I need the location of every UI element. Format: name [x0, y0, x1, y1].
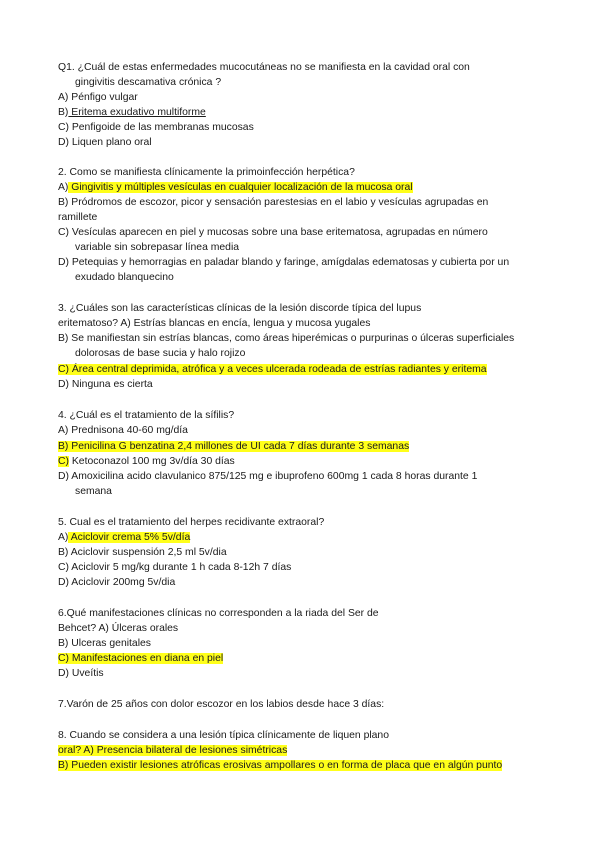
line-text: B) Se manifiestan sin estrías blancas, como áreas hiperémicas o purpurinas o úlceras superficiales: [58, 333, 515, 344]
line-text: variable sin sobrepasar línea media: [75, 242, 240, 253]
text-line: [58, 516, 324, 530]
line-text: 6.Qué manifestaciones clínicas no corresponden a la riada del Ser de: [58, 608, 379, 619]
text-line: [58, 470, 477, 484]
text-line: [58, 698, 384, 712]
line-text: B) Aciclovir suspensión 2,5 ml 5v/dia: [58, 547, 227, 558]
line-text: A): [58, 532, 69, 543]
line-text: Ketoconazol 100 mg 3v/día 30 días: [68, 456, 235, 467]
text-line: [58, 363, 487, 377]
line-text: D) Aciclovir 200mg 5v/dia: [58, 577, 176, 588]
text-line: [58, 759, 502, 773]
text-line: [58, 378, 153, 392]
text-line: [58, 409, 234, 423]
text-line: [58, 332, 514, 346]
line-text: C) Vesículas aparecen en piel y mucosas sobre una base eritematosa, agrupadas en número: [58, 227, 488, 238]
text-line: [58, 317, 370, 331]
line-text: B) Ulceras genitales: [58, 638, 151, 649]
text-line: [58, 106, 206, 120]
line-text: Behcet? A) Úlceras orales: [58, 623, 179, 634]
highlighted-text: Aciclovir crema 5% 5v/día: [68, 532, 191, 543]
highlighted-text: B) Pueden existir lesiones atróficas erosivas ampollares o en forma de placa que en algún punto: [58, 760, 503, 771]
text-line: [58, 91, 138, 105]
text-line: [58, 166, 355, 180]
text-line: [75, 485, 112, 499]
highlighted-text: Gingivitis y múltiples vesículas en cualquier localización de la mucosa oral: [68, 182, 413, 193]
line-text: 3. ¿Cuáles son las características clínicas de la lesión discorde típica del lupus: [58, 303, 422, 314]
text-line: [58, 211, 97, 225]
line-text: D) Ninguna es cierta: [58, 379, 153, 390]
text-line: [75, 241, 239, 255]
text-line: [75, 271, 174, 285]
line-text: D) Amoxicilina acido clavulanico 875/125 mg e ibuprofeno 600mg 1 cada 8 horas durante 1: [58, 471, 478, 482]
text-line: [58, 622, 178, 636]
line-text: ramillete: [58, 212, 98, 223]
line-text: B): [58, 107, 69, 118]
line-text: D) Uveítis: [58, 668, 104, 679]
line-text: exudado blanquecino: [75, 272, 174, 283]
underlined-text: Eritema exudativo multiforme: [68, 107, 206, 118]
line-text: 8. Cuando se considera a una lesión típica clínicamente de liquen plano: [58, 730, 389, 741]
line-text: dolorosas de base sucia y halo rojizo: [75, 348, 246, 359]
line-text: Q1. ¿Cuál de estas enfermedades mucocutáneas no se manifiesta en la cavidad oral con: [58, 62, 470, 73]
highlighted-text: C): [58, 456, 69, 467]
highlighted-text: oral? A) Presencia bilateral de lesiones simétricas: [58, 745, 288, 756]
text-line: [58, 729, 389, 743]
highlighted-text: C) Manifestaciones en diana en piel: [58, 653, 224, 664]
line-text: 5. Cual es el tratamiento del herpes recidivante extraoral?: [58, 517, 325, 528]
line-text: B) Pródromos de escozor, picor y sensación parestesias en el labio y vesículas agrupadas en: [58, 197, 489, 208]
line-text: A) Prednisona 40-60 mg/día: [58, 425, 188, 436]
line-text: A): [58, 182, 69, 193]
text-line: [58, 226, 488, 240]
text-line: [58, 546, 227, 560]
text-line: [58, 744, 287, 758]
line-text: 4. ¿Cuál es el tratamiento de la sífilis?: [58, 410, 235, 421]
line-text: C) Penfigoide de las membranas mucosas: [58, 122, 254, 133]
text-line: [58, 455, 235, 469]
text-line: [58, 302, 421, 316]
text-line: [58, 576, 175, 590]
line-text: 2. Como se manifiesta clínicamente la primoinfección herpética?: [58, 167, 355, 178]
text-line: [58, 531, 190, 545]
line-text: gingivitis descamativa crónica ?: [75, 77, 222, 88]
line-text: A) Pénfigo vulgar: [58, 92, 138, 103]
text-line: [58, 637, 151, 651]
text-line: [58, 61, 470, 75]
line-text: semana: [75, 486, 112, 497]
text-line: [75, 347, 245, 361]
text-line: [58, 181, 413, 195]
line-text: D) Liquen plano oral: [58, 137, 152, 148]
text-line: [58, 136, 152, 150]
text-line: [58, 561, 291, 575]
text-line: [58, 607, 379, 621]
text-line: [58, 667, 104, 681]
highlighted-text: B) Penicilina G benzatina 2,4 millones de UI cada 7 días durante 3 semanas: [58, 441, 410, 452]
line-text: C) Aciclovir 5 mg/kg durante 1 h cada 8-12h 7 días: [58, 562, 292, 573]
text-line: [58, 121, 254, 135]
line-text: eritematoso? A) Estrías blancas en encía, lengua y mucosa yugales: [58, 318, 371, 329]
line-text: 7.Varón de 25 años con dolor escozor en los labios desde hace 3 días:: [58, 699, 385, 710]
text-line: [58, 652, 223, 666]
text-line: [58, 256, 509, 270]
highlighted-text: C) Área central deprimida, atrófica y a veces ulcerada rodeada de estrías radiantes y eritema: [58, 364, 487, 375]
text-line: [58, 440, 409, 454]
text-line: [75, 76, 221, 90]
line-text: D) Petequias y hemorragias en paladar blando y faringe, amígdalas edematosas y cubierta por un: [58, 257, 510, 268]
text-line: [58, 424, 188, 438]
text-line: [58, 196, 488, 210]
